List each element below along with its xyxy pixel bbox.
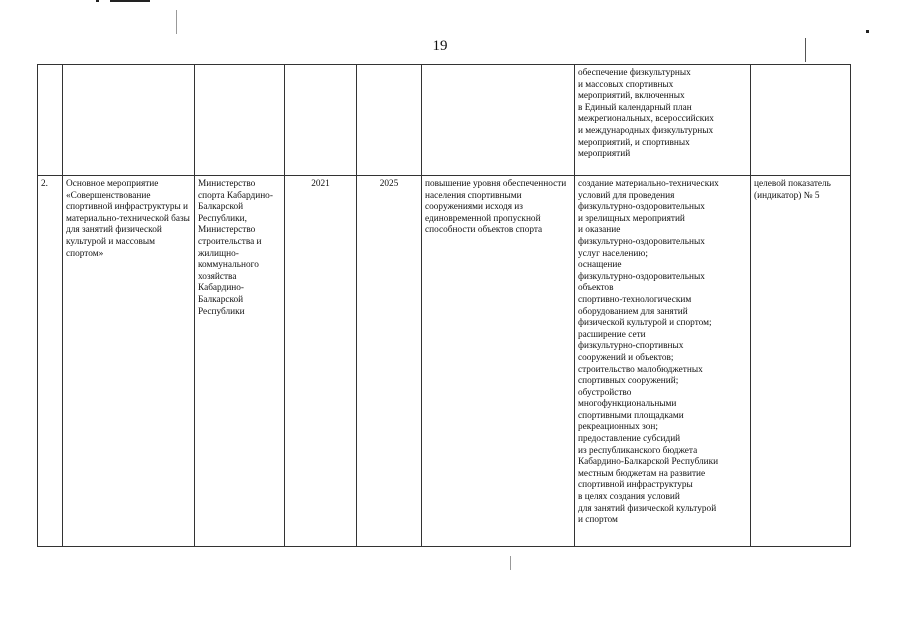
page-number: 19 — [432, 38, 448, 54]
table-row-continued — [38, 65, 851, 176]
scan-mark-top-right — [866, 30, 869, 33]
cell-start-year — [285, 65, 357, 176]
cell-name — [63, 65, 195, 176]
scan-mark-top-left-2 — [110, 0, 150, 2]
cell-executor — [195, 65, 285, 176]
scan-tick-bottom — [510, 556, 511, 570]
cell-start-year: 2021 — [285, 176, 357, 547]
cell-name: Основное мероприятие «Совершенствование спортивной инфраструктуры и материально-технической базы для занятий физической культурой и массовым спортом» — [63, 176, 195, 547]
cell-end-year — [357, 65, 422, 176]
cell-expected-result — [422, 65, 575, 176]
table-row-2 — [38, 176, 851, 547]
cell-number: 2. — [38, 176, 63, 547]
cell-indicator: целевой показатель (индикатор) № 5 — [751, 176, 851, 547]
cell-number — [38, 65, 63, 176]
cell-end-year: 2025 — [357, 176, 422, 547]
measures-table — [37, 64, 851, 547]
cell-indicator — [751, 65, 851, 176]
cell-main-directions: обеспечение физкультурных и массовых спортивных мероприятий, включенных в Единый календарный план межрегиональных, всероссийских и международных физкультурных мероприятий, и спортивных мероприятий — [575, 65, 751, 176]
scan-tick-top — [176, 10, 177, 34]
cell-expected-result: повышение уровня обеспеченности населения спортивными сооружениями исходя из единовременной пропускной способности объектов спорта — [422, 176, 575, 547]
cell-executor: Министерство спорта Кабардино-Балкарской Республики, Министерство строительства и жилищно-коммунального хозяйства Кабардино-Балкарской Республики — [195, 176, 285, 547]
cell-main-directions: создание материально-технических условий для проведения физкультурно-оздоровительных и зрелищных мероприятий и оказание физкультурно-оздоровительных услуг населению; оснащение физкультурно-оздоровительных объектов спортивно-технологическим оборудованием для занятий физической культурой и спортом; расширение сети физкультурно-спортивных сооружений и объектов; строительство малобюджетных спортивных сооружений; обустройство многофункциональными спортивными площадками рекреационных зон; предоставление субсидий из республиканского бюджета Кабардино-Балкарской Республики местным бюджетам на развитие спортивной инфраструктуры в целях создания условий для занятий физической культурой и спортом — [575, 176, 751, 547]
scan-mark-top-left — [96, 0, 99, 2]
